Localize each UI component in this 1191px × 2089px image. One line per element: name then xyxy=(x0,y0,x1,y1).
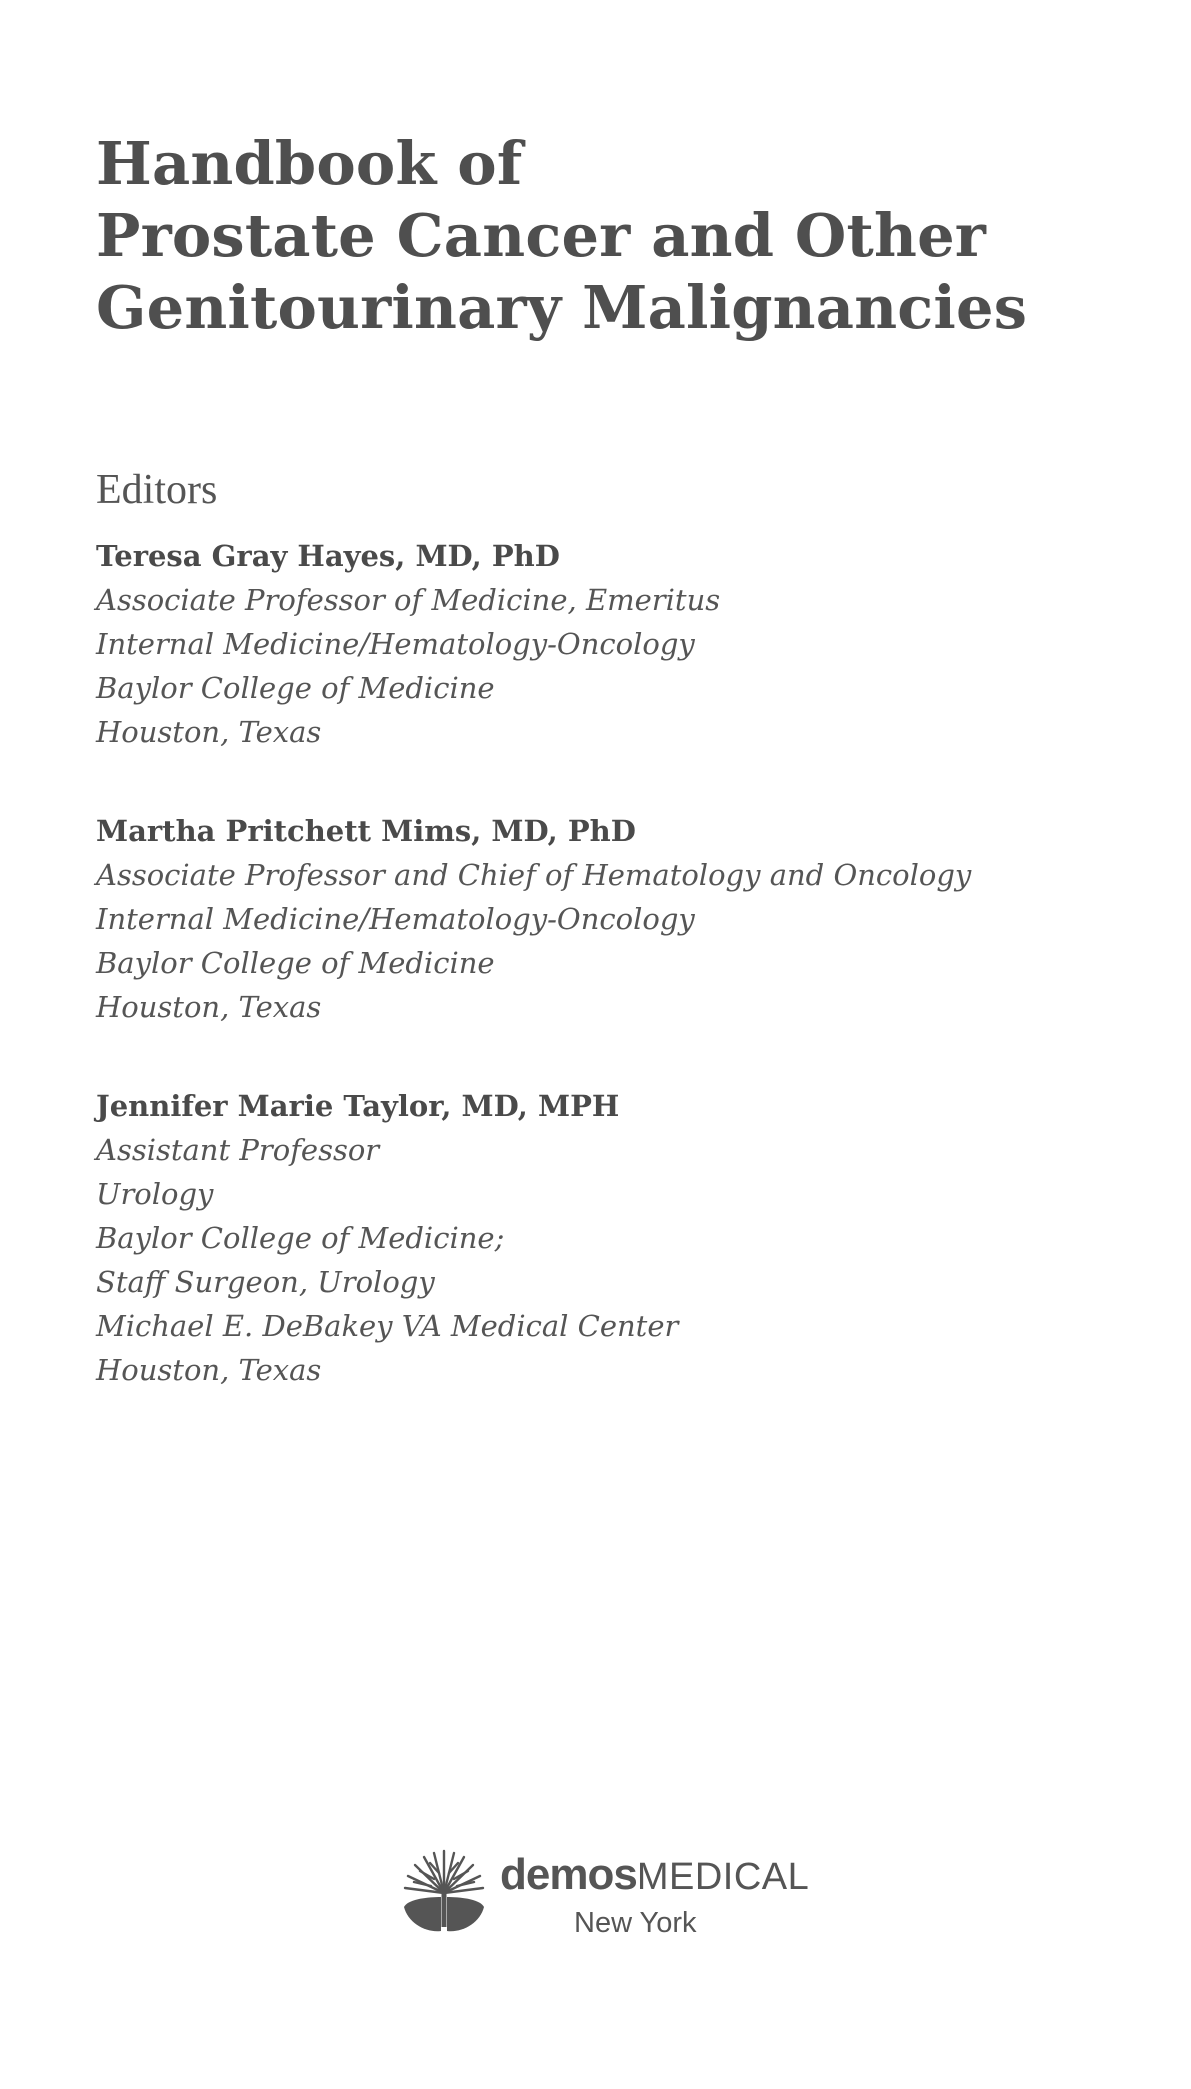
book-title-line-1: Handbook of xyxy=(96,129,523,198)
editor-affiliation: Baylor College of Medicine; xyxy=(96,1221,505,1255)
publisher-name-light: MEDICAL xyxy=(636,1856,810,1898)
editor-affiliation: Baylor College of Medicine xyxy=(96,671,495,705)
editor-affiliation: Houston, Texas xyxy=(96,1353,322,1387)
editors-heading: Editors xyxy=(96,467,218,513)
editor-affiliation: Staff Surgeon, Urology xyxy=(96,1265,435,1299)
editor-name: Martha Pritchett Mims, MD, PhD xyxy=(96,814,636,848)
publisher-name xyxy=(500,1845,809,1907)
editor-affiliation: Internal Medicine/Hematology-Oncology xyxy=(96,627,695,661)
book-title xyxy=(96,128,1027,344)
editor-affiliation: Assistant Professor xyxy=(96,1133,380,1167)
tree-logo-icon xyxy=(400,1847,488,1935)
editor-name: Teresa Gray Hayes, MD, PhD xyxy=(96,539,560,573)
editor-block xyxy=(96,534,720,754)
editor-block xyxy=(96,809,971,1029)
editor-name: Jennifer Marie Taylor, MD, MPH xyxy=(96,1089,620,1123)
publisher-imprint xyxy=(400,1843,810,1953)
editor-affiliation: Baylor College of Medicine xyxy=(96,946,495,980)
editor-affiliation: Associate Professor and Chief of Hematology and Oncology xyxy=(96,858,972,892)
editor-affiliation: Internal Medicine/Hematology-Oncology xyxy=(96,902,695,936)
editor-affiliation: Urology xyxy=(96,1177,214,1211)
editor-affiliation: Houston, Texas xyxy=(96,715,322,749)
book-title-line-2: Prostate Cancer and Other xyxy=(96,201,987,270)
publisher-city: New York xyxy=(574,1907,697,1939)
editor-affiliation: Houston, Texas xyxy=(96,990,322,1024)
editor-affiliation: Michael E. DeBakey VA Medical Center xyxy=(96,1309,679,1343)
editor-affiliation: Associate Professor of Medicine, Emeritus xyxy=(96,583,721,617)
publisher-name-bold: demos xyxy=(500,1850,637,1899)
editor-block xyxy=(96,1084,678,1392)
book-title-line-3: Genitourinary Malignancies xyxy=(96,273,1028,342)
